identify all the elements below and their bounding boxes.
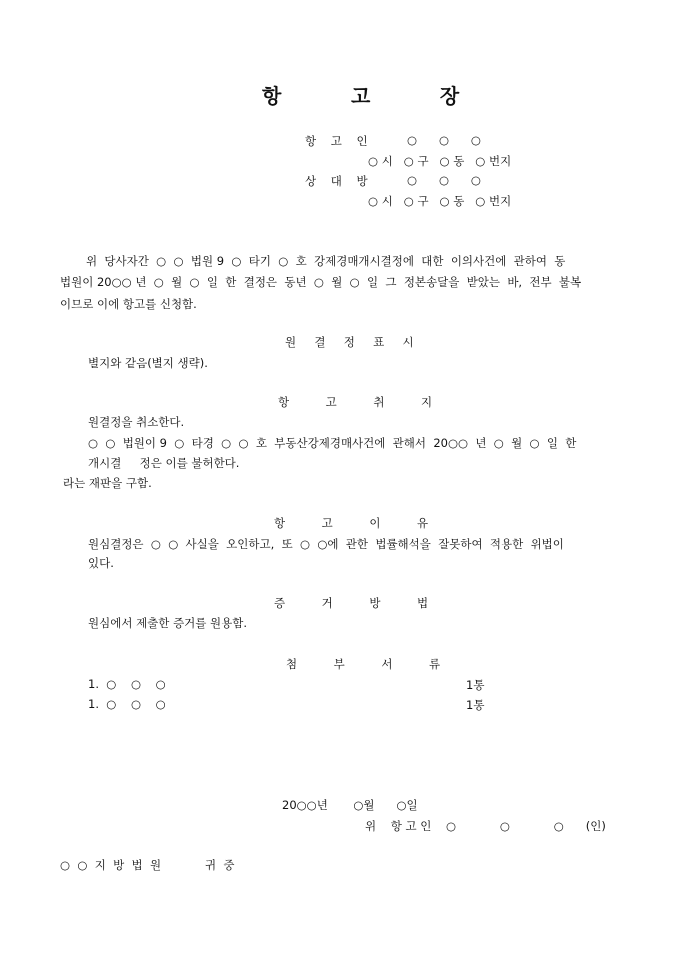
purpose-line-1: 원결정을 취소한다. <box>88 415 185 429</box>
purpose-line-4: 라는 재판을 구함. <box>63 476 152 490</box>
intro-line-3: 이므로 이에 항고를 신청함. <box>60 297 197 311</box>
signature-signer: 위 항 고 인 ○ ○ ○ (인) <box>365 819 606 833</box>
attachment-item-label: 1. ○ ○ ○ <box>88 677 166 691</box>
original-decision-text: 별지와 같음(별지 생략). <box>88 356 208 370</box>
purpose-heading: 항 고 취 지 <box>278 395 433 409</box>
attachment-item-count: 1통 <box>466 678 485 692</box>
reason-line-1: 원심결정은 ○ ○ 사실을 오인하고, 또 ○ ○에 관한 법률해석을 잘못하여 적용한 위법이 <box>88 537 564 551</box>
evidence-heading: 증 거 방 법 <box>274 596 429 610</box>
attachment-item-label: 1. ○ ○ ○ <box>88 697 166 711</box>
opponent-address: ○ 시 ○ 구 ○ 동 ○ 번지 <box>368 194 512 208</box>
intro-line-1: 위 당사자간 ○ ○ 법원 9 ○ 타기 ○ 호 강제경매개시결정에 대한 이의사건에 관하여 동 <box>86 254 566 268</box>
attachment-item-count: 1통 <box>466 698 485 712</box>
opponent-name: ○ ○ ○ <box>407 173 481 187</box>
signature-date: 20○○년 ○월 ○일 <box>282 798 418 812</box>
evidence-text: 원심에서 제출한 증거를 원용함. <box>88 616 248 630</box>
appellant-address: ○ 시 ○ 구 ○ 동 ○ 번지 <box>368 154 512 168</box>
reason-heading: 항 고 이 유 <box>274 516 429 530</box>
document-title: 항 고 장 <box>262 84 460 108</box>
original-decision-heading: 원 결 정 표 시 <box>285 335 414 349</box>
opponent-label: 상 대 방 <box>305 174 368 188</box>
appellant-label: 항 고 인 <box>305 134 368 148</box>
appellant-name: ○ ○ ○ <box>407 133 481 147</box>
recipient-court: ○ ○ 지 방 법 원 <box>60 858 162 872</box>
intro-line-2: 법원이 20○○ 년 ○ 월 ○ 일 한 결정은 동년 ○ 월 ○ 일 그 정본송달을 받았는 바, 전부 불복 <box>60 275 582 289</box>
recipient-honorific: 귀 중 <box>205 858 235 872</box>
purpose-line-2: ○ ○ 법원이 9 ○ 타경 ○ ○ 호 부동산강제경매사건에 관해서 20○○ 년 ○ 월 ○ 일 한 <box>88 436 577 450</box>
purpose-line-3: 개시결 정은 이를 불허한다. <box>88 456 240 470</box>
attachments-heading: 첨 부 서 류 <box>286 657 441 671</box>
reason-line-2: 있다. <box>88 556 114 570</box>
